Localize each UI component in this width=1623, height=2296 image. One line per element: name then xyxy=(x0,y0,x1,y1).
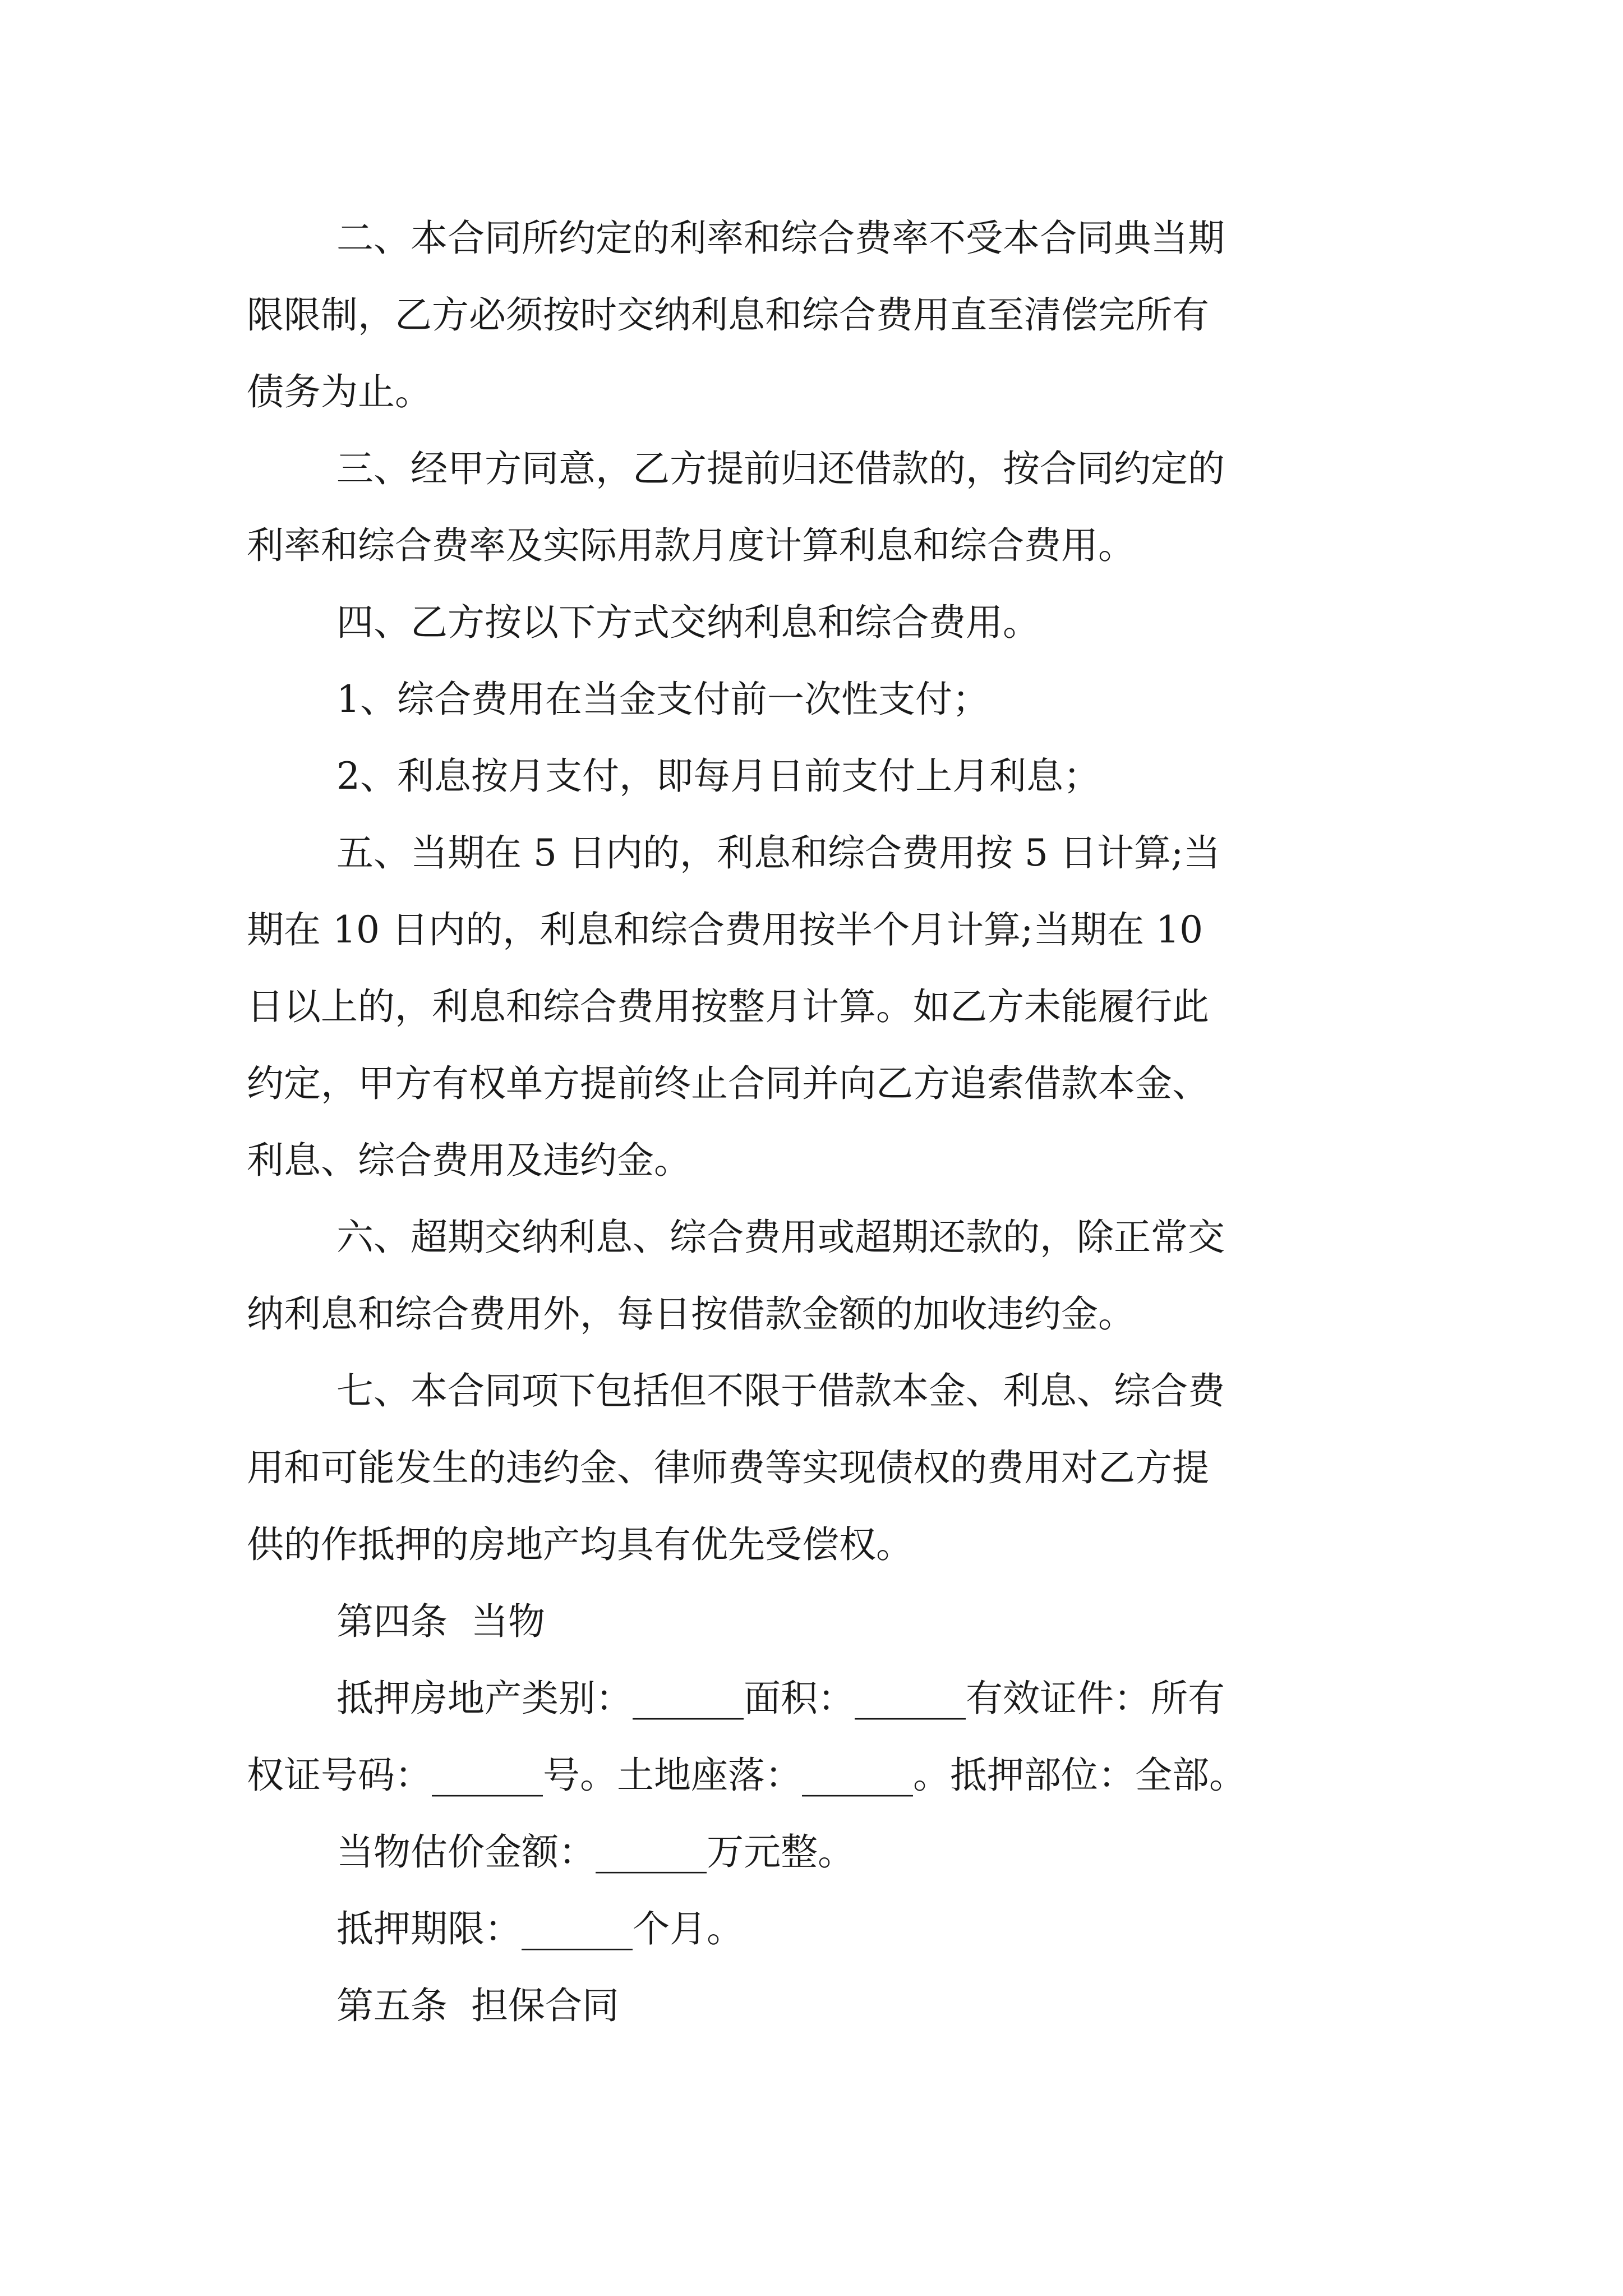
collateral-line-1: 抵押房地产类别：______面积：______有效证件：所有 xyxy=(336,1677,1225,1720)
clause-3-line-1: 三、经甲方同意，乙方提前归还借款的，按合同约定的 xyxy=(336,447,1225,490)
clause-5-line-5: 利息、综合费用及违约金。 xyxy=(247,1139,691,1182)
clause-5-line-2: 期在 10 日内的，利息和综合费用按半个月计算;当期在 10 xyxy=(247,908,1204,951)
clause-6-line-1: 六、超期交纳利息、综合费用或超期还款的，除正常交 xyxy=(336,1216,1225,1259)
clause-7-line-2: 用和可能发生的违约金、律师费等实现债权的费用对乙方提 xyxy=(247,1446,1209,1489)
clause-2-line-1: 二、本合同所约定的利率和综合费率不受本合同典当期 xyxy=(336,217,1225,260)
clause-4-item-2: 2、利息按月支付，即每月日前支付上月利息； xyxy=(336,754,1100,798)
collateral-line-2: 权证号码：______号。土地座落：______。抵押部位：全部。 xyxy=(247,1754,1246,1797)
clause-5-line-1: 五、当期在 5 日内的，利息和综合费用按 5 日计算;当 xyxy=(336,831,1221,875)
clause-2-line-2: 限限制，乙方必须按时交纳利息和综合费用直至清偿完所有 xyxy=(247,293,1209,337)
clause-4-line-1: 四、乙方按以下方式交纳利息和综合费用。 xyxy=(336,601,1040,644)
clause-5-line-3: 日以上的，利息和综合费用按整月计算。如乙方未能履行此 xyxy=(247,985,1209,1028)
clause-4-item-1: 1、综合费用在当金支付前一次性支付； xyxy=(336,678,989,721)
clause-7-line-3: 供的作抵押的房地产均具有优先受偿权。 xyxy=(247,1523,913,1566)
clause-2-line-3: 债务为止。 xyxy=(247,370,432,413)
clause-5-line-4: 约定，甲方有权单方提前终止合同并向乙方追索借款本金、 xyxy=(247,1062,1209,1105)
term-line: 抵押期限：______个月。 xyxy=(336,1907,744,1950)
article-4-heading: 第四条 当物 xyxy=(336,1600,545,1643)
clause-7-line-1: 七、本合同项下包括但不限于借款本金、利息、综合费 xyxy=(336,1369,1225,1412)
clause-6-line-2: 纳利息和综合费用外，每日按借款金额的加收违约金。 xyxy=(247,1292,1135,1336)
valuation-line: 当物估价金额：______万元整。 xyxy=(336,1830,855,1874)
clause-3-line-2: 利率和综合费率及实际用款月度计算利息和综合费用。 xyxy=(247,524,1135,567)
article-5-heading: 第五条 担保合同 xyxy=(336,1984,619,2027)
